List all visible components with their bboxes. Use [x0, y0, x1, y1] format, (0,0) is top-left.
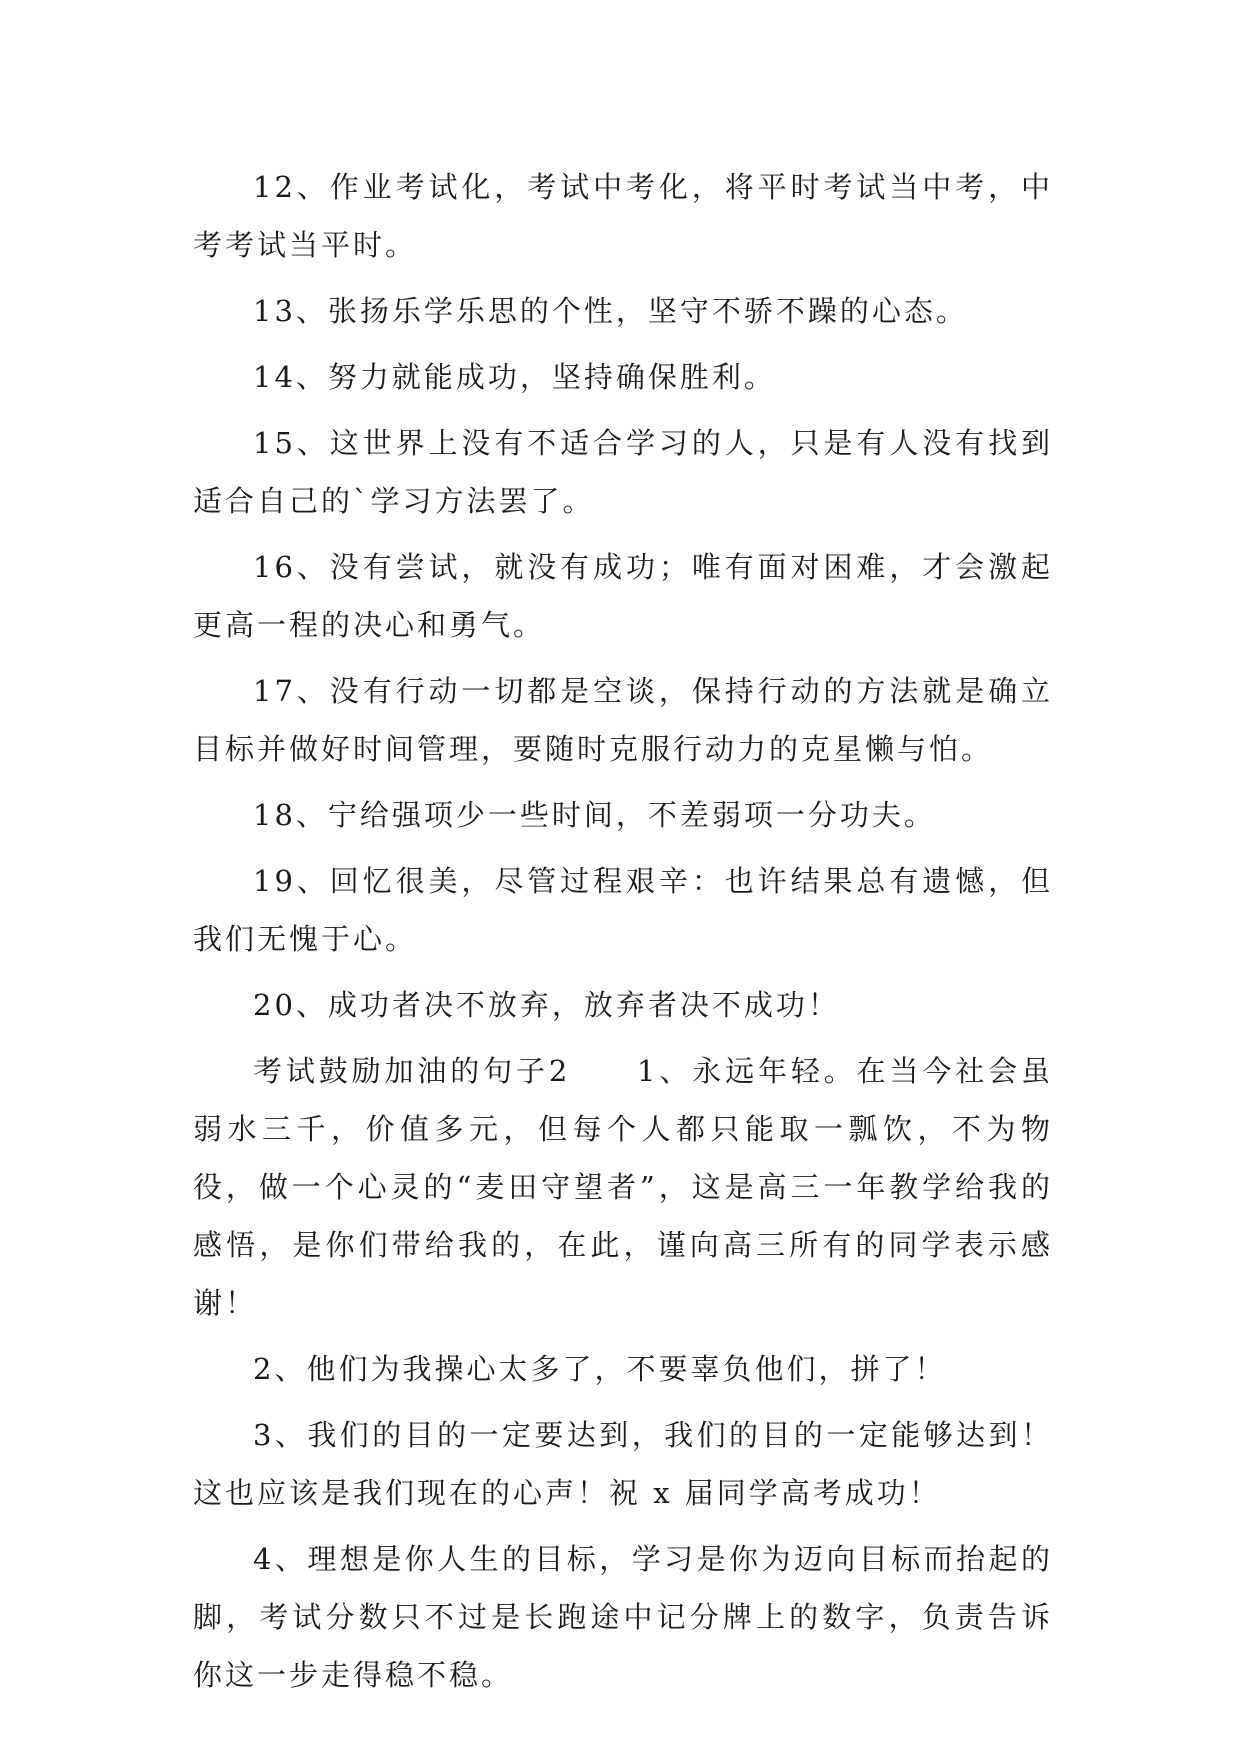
- document-body: [193, 158, 1053, 1712]
- paragraph-19: 19、回忆很美，尽管过程艰辛：也许结果总有遗憾，但我们无愧于心。: [193, 864, 1053, 956]
- paragraph-16: 16、没有尝试，就没有成功；唯有面对困难，才会激起更高一程的决心和勇气。: [193, 550, 1053, 642]
- paragraph-4: 4、理想是你人生的目标，学习是你为迈向目标而抬起的脚，考试分数只不过是长跑途中记分牌上的数字，负责告诉你这一步走得稳不稳。: [193, 1542, 1053, 1692]
- paragraph-18: 18、宁给强项少一些时间，不差弱项一分功夫。: [253, 798, 936, 832]
- paragraph-20: 20、成功者决不放弃，放弃者决不成功！: [253, 988, 840, 1022]
- paragraph-15: 15、这世界上没有不适合学习的人，只是有人没有找到适合自己的`学习方法罢了。: [193, 426, 1053, 518]
- paragraph-14: 14、努力就能成功，坚持确保胜利。: [253, 360, 776, 394]
- paragraph-2: 2、他们为我操心太多了，不要辜负他们，拼了！: [253, 1352, 947, 1386]
- paragraph-13: 13、张扬乐学乐思的个性，坚守不骄不躁的心态。: [253, 294, 968, 328]
- section-heading-paragraph: 考试鼓励加油的句子2 1、永远年轻。在当今社会虽弱水三千，价值多元，但每个人都只能取一瓢饮，不为物役，做一个心灵的“麦田守望者”，这是高三一年教学给我的感悟，是你们带给我的，在此，谨向高三所有的同学表示感谢！: [193, 1054, 1053, 1320]
- paragraph-17: 17、没有行动一切都是空谈，保持行动的方法就是确立目标并做好时间管理，要随时克服行动力的克星懒与怕。: [193, 674, 1053, 766]
- paragraph-3: 3、我们的目的一定要达到，我们的目的一定能够达到！这也应该是我们现在的心声！祝 x 届同学高考成功！: [193, 1418, 1053, 1510]
- paragraph-12: 12、作业考试化，考试中考化，将平时考试当中考，中考考试当平时。: [193, 170, 1053, 262]
